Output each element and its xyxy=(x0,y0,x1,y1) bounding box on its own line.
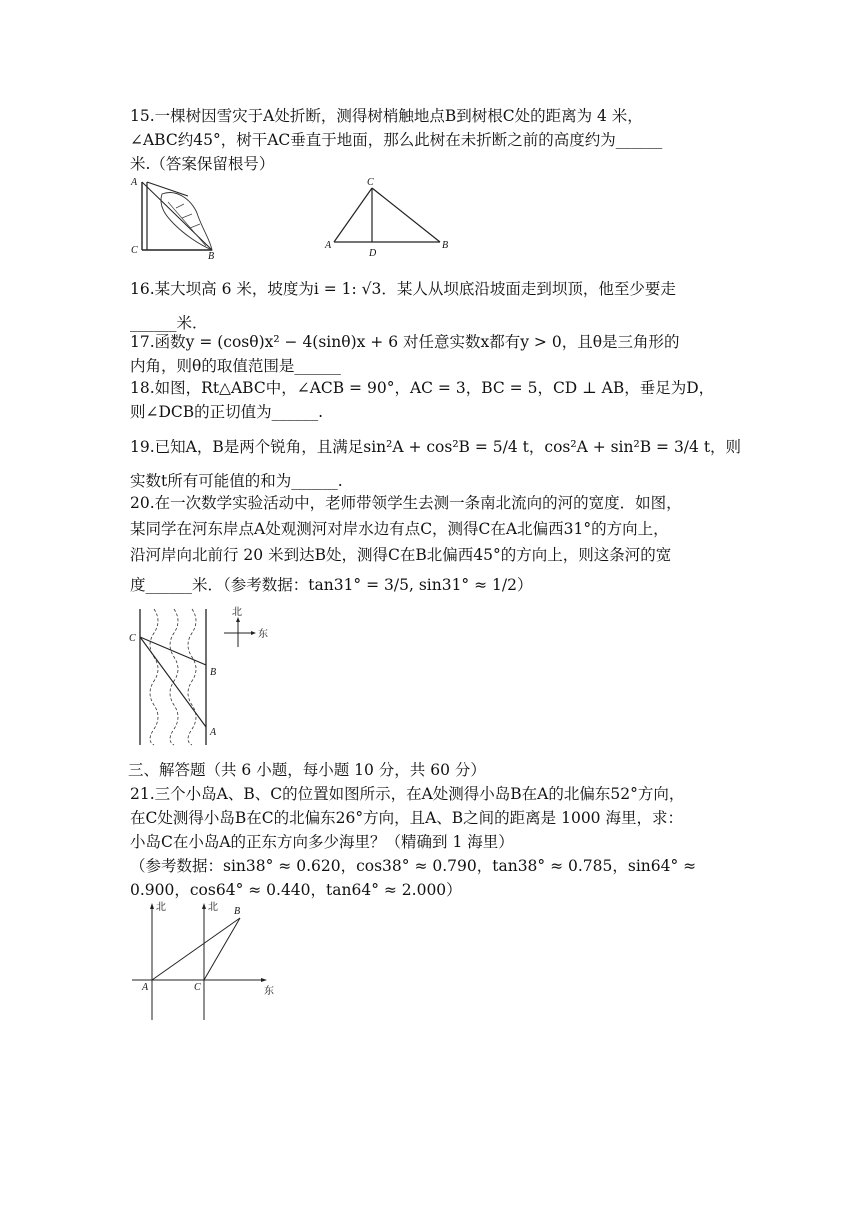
q21-line5: 0.900，cos64° ≈ 0.440，tan64° ≈ 2.000） xyxy=(130,881,462,899)
q16-line2: ______米． xyxy=(130,314,208,332)
question-18 xyxy=(130,376,730,424)
q15-tree-figure xyxy=(128,174,228,264)
section-3-text: 三、解答题（共 6 小题，每小题 10 分，共 60 分） xyxy=(128,761,486,779)
question-15 xyxy=(130,104,730,176)
q21-label-A: A xyxy=(142,982,149,993)
q15-label-B: B xyxy=(208,251,215,262)
q21-north-label-2: 北 xyxy=(208,902,218,913)
q20-label-C: C xyxy=(129,633,136,644)
q17-line2: 内角，则θ的取值范围是______ xyxy=(130,357,341,375)
q18-line1: 18.如图，Rt△ABC中，∠ACB = 90°，AC = 3，BC = 5，CD ⊥ AB，垂足为D， xyxy=(130,379,715,397)
q20-east-label: 东 xyxy=(258,629,268,640)
q15-line1: 15.一棵树因雪灾于A处折断，测得树梢触地点B到树根C处的距离为 4 米， xyxy=(130,107,643,125)
q21-line3: 小岛C在小岛A的正东方向多少海里？（精确到 1 海里） xyxy=(130,833,514,851)
q20-river-figure xyxy=(126,605,286,755)
q21-east-label: 东 xyxy=(264,986,274,997)
q18-label-D: D xyxy=(369,248,377,259)
q18-triangle-figure xyxy=(322,176,462,266)
q19-line2: 实数t所有可能值的和为______. xyxy=(130,472,343,490)
question-19 xyxy=(130,430,742,498)
q15-label-A: A xyxy=(131,177,138,188)
q21-label-B: B xyxy=(234,906,241,917)
q20-label-B: B xyxy=(210,667,217,678)
q21-islands-figure xyxy=(128,898,288,1028)
q20-line4: 度______米．（参考数据：tan31° = 3/5, sin31° ≈ 1/2） xyxy=(130,576,533,594)
q20-line3: 沿河岸向北前行 20 米到达B处，测得C在B北偏西45°的方向上，则这条河的宽 xyxy=(130,546,672,564)
question-17 xyxy=(130,330,730,378)
q21-line1: 21.三个小岛A、B、C的位置如图所示，在A处测得小岛B在A的北偏东52°方向， xyxy=(130,785,685,803)
q15-line3: 米.（答案保留根号） xyxy=(130,155,275,173)
question-21 xyxy=(130,782,730,902)
question-20 xyxy=(130,490,730,598)
section-3-heading xyxy=(128,758,728,782)
q15-label-C: C xyxy=(131,245,138,256)
q21-line2: 在C处测得小岛B在C的北偏东26°方向，且A、B之间的距离是 1000 海里，求： xyxy=(130,809,683,827)
q19-line1: 19.已知A，B是两个锐角，且满足sin²A + cos²B = 5/4 t，cos²A + sin²B = 3/4 t，则 xyxy=(130,438,742,456)
q18-label-A: A xyxy=(325,240,332,251)
q20-label-A: A xyxy=(210,727,217,738)
q21-line4: （参考数据：sin38° ≈ 0.620，cos38° ≈ 0.790，tan38° ≈ 0.785，sin64° ≈ xyxy=(130,857,697,875)
q20-north-label: 北 xyxy=(232,607,242,618)
q21-north-label-1: 北 xyxy=(156,902,166,913)
q17-line1: 17.函数y = (cosθ)x² − 4(sinθ)x + 6 对任意实数x都有y > 0，且θ是三角形的 xyxy=(130,333,680,351)
q20-line1: 20.在一次数学实验活动中，老师带领学生去测一条南北流向的河的宽度．如图， xyxy=(130,494,682,512)
q18-line2: 则∠DCB的正切值为______. xyxy=(130,403,324,421)
q20-line2: 某同学在河东岸点A处观测河对岸水边有点C，测得C在A北偏西31°的方向上， xyxy=(130,520,669,538)
q21-label-C: C xyxy=(194,982,201,993)
q18-label-B: B xyxy=(442,240,449,251)
q16-line1: 16.某大坝高 6 米，坡度为i = 1: √3．某人从坝底沿坡面走到坝顶，他至少要走 xyxy=(130,280,676,298)
q18-label-C: C xyxy=(367,177,374,188)
q15-line2: ∠ABC约45°，树干AC垂直于地面，那么此树在未折断之前的高度约为______ xyxy=(130,131,663,149)
